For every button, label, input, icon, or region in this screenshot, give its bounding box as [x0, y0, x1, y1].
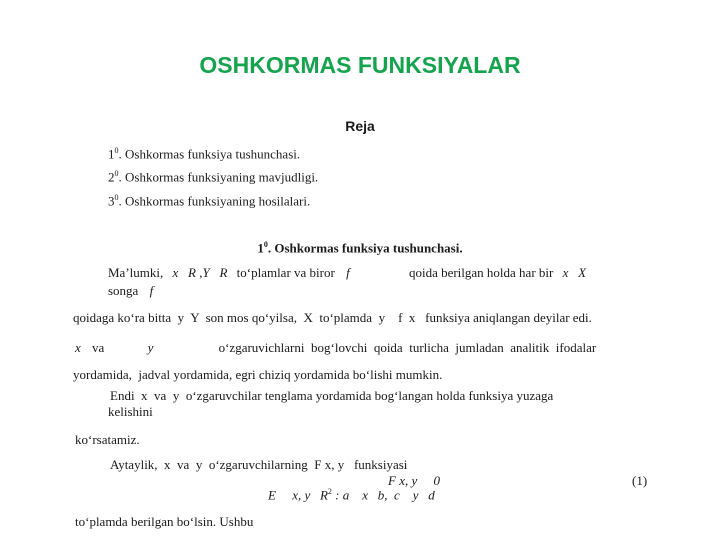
plan-heading: Reja — [345, 118, 375, 134]
paragraph-1-line-2: songa f — [108, 283, 154, 298]
paragraph-4-line-3: ko‘rsatamiz. — [75, 432, 140, 447]
paragraph-2: qoidaga ko‘ra bitta y Y son mos qo‘yilsa, X to‘plamda y f x funksiya aniqlangan deyilar edi. — [73, 310, 592, 325]
page-title: OSHKORMAS FUNKSIYALAR — [199, 52, 521, 78]
paragraph-4-line-1: Endi x va y o‘zgaruvchilar tenglama yordamida bog‘langan holda funksiya yuzaga — [110, 388, 554, 403]
paragraph-3-line-2: yordamida, jadval yordamida, egri chiziq yordamida bo‘lishi mumkin. — [73, 367, 443, 382]
paragraph-3-line-1: x va y o‘zgaruvichlarni bog‘lovchi qoida turlicha jumladan analitik ifodalar — [75, 340, 597, 355]
equation-2: E x, y $R^2$ : a x b, c y d — [268, 487, 435, 503]
paragraph-5: Aytaylik, x va y o‘zgaruvchilarning F x, y funksiyasi — [110, 457, 408, 472]
section-heading: $1^0$. Oshkormas funksiya tushunchasi. — [257, 240, 463, 256]
plan-item-2: $2^0$. Oshkormas funksiyaning mavjudligi. — [108, 169, 319, 185]
plan-item-1: $1^0$. Oshkormas funksiya tushunchasi. — [108, 146, 301, 162]
equation-1: F x, y 0 — [388, 473, 440, 488]
equation-1-number: (1) — [632, 473, 648, 488]
paragraph-6: to‘plamda berilgan bo‘lsin. Ushbu — [75, 514, 254, 529]
plan-item-3: $3^0$. Oshkormas funksiyaning hosilalari. — [108, 193, 311, 209]
paragraph-1-line-1: Ma’lumki, x R ,Y R to‘plamlar va biror f qoida berilgan holda har bir x X — [108, 265, 587, 280]
paragraph-4-line-2: kelishini — [108, 404, 153, 419]
